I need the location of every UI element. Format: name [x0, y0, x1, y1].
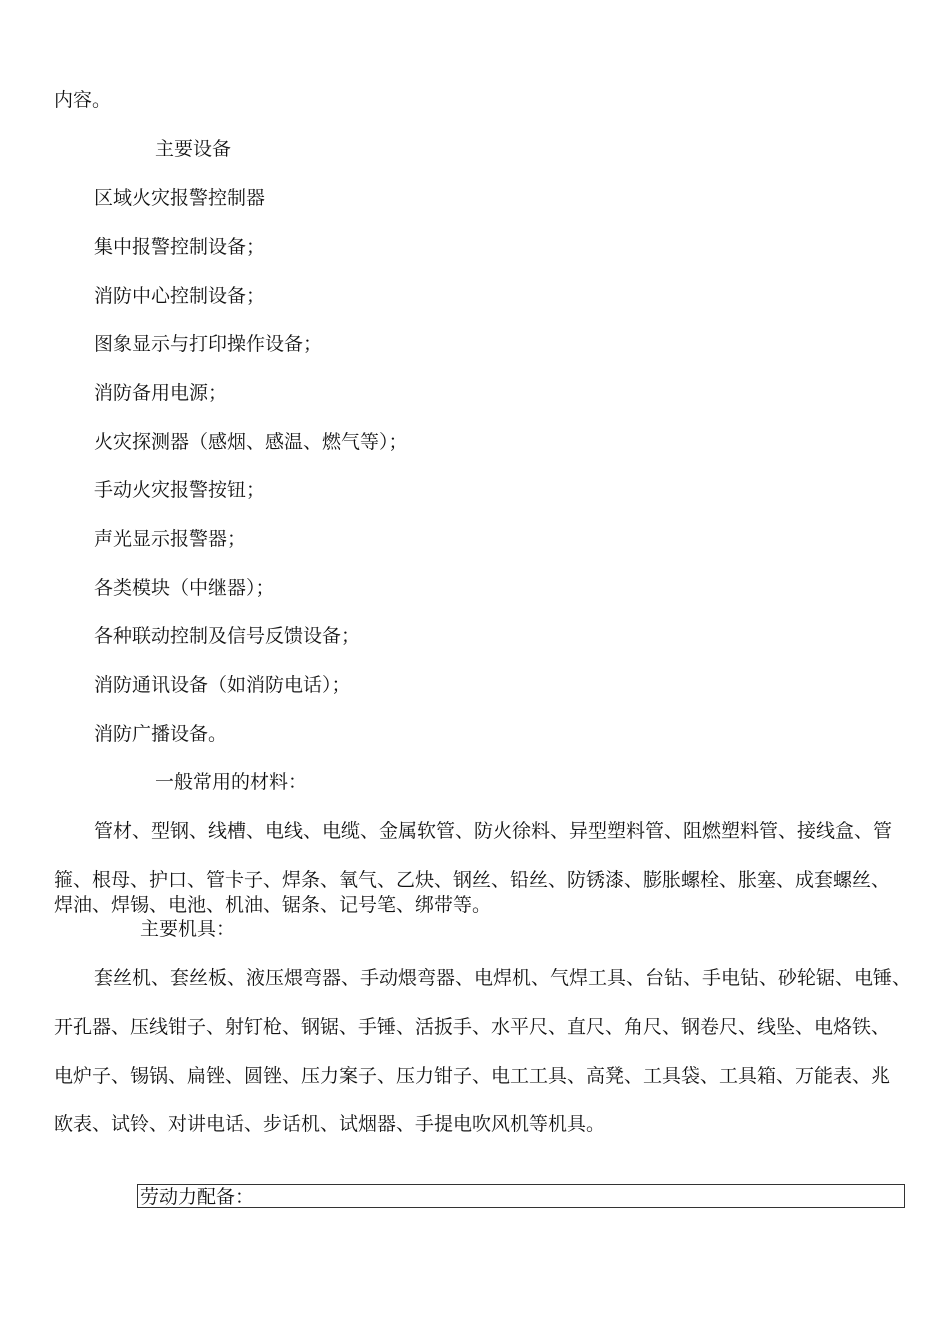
materials-line: 箍、根母、护口、管卡子、焊条、氧气、乙炔、钢丝、铅丝、防锈漆、膨胀螺栓、胀塞、成套螺丝、 [54, 869, 891, 891]
equipment-item: 消防广播设备。 [94, 723, 228, 745]
equipment-item: 声光显示报警器； [94, 528, 247, 550]
equipment-item: 消防中心控制设备； [94, 285, 266, 307]
equipment-item: 手动火灾报警按钮； [94, 479, 266, 501]
tools-line: 欧表、试铃、对讲电话、步话机、试烟器、手提电吹风机等机具。 [54, 1113, 606, 1135]
labor-heading-box [137, 1184, 905, 1208]
equipment-item: 各种联动控制及信号反馈设备； [94, 625, 361, 647]
equipment-item: 区域火灾报警控制器 [94, 187, 266, 209]
equipment-item: 图象显示与打印操作设备； [94, 333, 323, 355]
equipment-item: 各类模块（中继器）； [94, 577, 275, 599]
tools-line: 开孔器、压线钳子、射钉枪、钢锯、手锤、活扳手、水平尺、直尺、角尺、钢卷尺、线坠、电烙铁、 [54, 1016, 891, 1038]
tools-heading: 主要机具： [140, 918, 236, 940]
equipment-item: 集中报警控制设备； [94, 236, 266, 258]
intro-tail-text: 内容。 [54, 89, 112, 111]
equipment-item: 消防通讯设备（如消防电话）； [94, 674, 351, 696]
materials-line: 管材、型钢、线槽、电线、电缆、金属软管、防火徐料、异型塑料管、阻燃塑料管、接线盒、管 [94, 820, 893, 842]
equipment-heading: 主要设备 [155, 138, 232, 160]
equipment-item: 火灾探测器（感烟、感温、燃气等）； [94, 431, 408, 453]
tools-line: 套丝机、套丝板、液压煨弯器、手动煨弯器、电焊机、气焊工具、台钻、手电钻、砂轮锯、电锤、 [94, 967, 912, 989]
materials-line: 焊油、焊锡、电池、机油、锯条、记号笔、绑带等。 [54, 894, 492, 916]
materials-heading: 一般常用的材料： [155, 771, 308, 793]
equipment-item: 消防备用电源； [94, 382, 228, 404]
tools-line: 电炉子、锡锅、扁锉、圆锉、压力案子、压力钳子、电工工具、高凳、工具袋、工具箱、万能表、兆 [54, 1065, 891, 1087]
labor-heading: 劳动力配备： [140, 1186, 255, 1208]
